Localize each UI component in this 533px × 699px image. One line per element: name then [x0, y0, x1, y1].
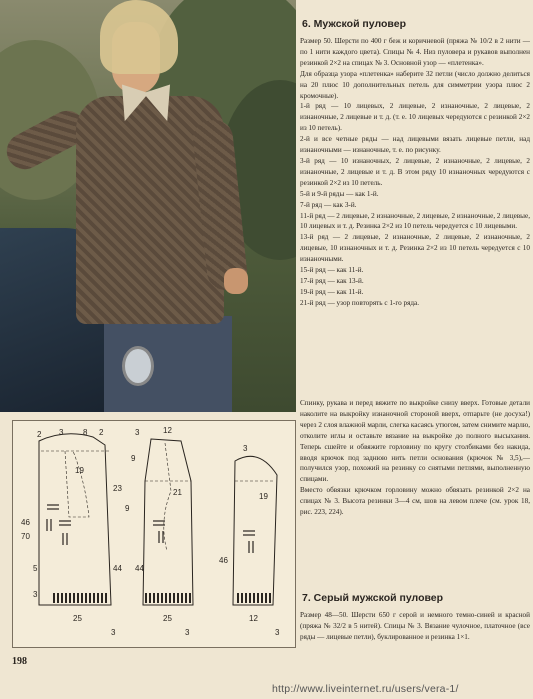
- front-rib-band: [145, 593, 191, 603]
- back-pattern-piece: [39, 434, 111, 605]
- section-7-title: 7. Серый мужской пуловер: [302, 592, 444, 604]
- row-item: 5-й и 9-й ряды — как 1-й.: [300, 189, 379, 198]
- dim-label: 2: [37, 430, 42, 439]
- section-7: [300, 592, 530, 643]
- section-6-alternative: Вместо обвязки крючком горловину можно обвязать резинкой 2×2 на спицах № 3. Высота резинки 3—4 см, шов на левом плече (см. урок 18, рис. 223, 224).: [300, 486, 530, 517]
- model-photo: [0, 0, 296, 412]
- row-item: 13-й ряд — 2 лицевые, 2 изнаночные, 2 лицевые, 2 изнаночные, 2 лицевые, 10 изнаночных и т. д. Резинка 2×2 из 10 петель чередуется с 10 изнаночными.: [300, 233, 530, 264]
- section-6: [300, 18, 530, 309]
- dim-label: 3: [275, 628, 280, 637]
- dim-label: 3: [111, 628, 116, 637]
- row-item: 19-й ряд — как 11-й.: [300, 287, 364, 296]
- dim-label: 23: [113, 484, 122, 493]
- section-6-assembly: Спинку, рукава и перед вяжите по выкройке снизу вверх. Готовые детали наколите на выкройку изнаночной стороной вверх, отпарьте (не досуха!) через 2 слоя влажной марли, слегка касаясь утюгом, затем снимите марлю, отколите иглы и оставьте вязание на выкройке до полного высыхания. Теперь сшейте и обвяжите горловину по кругу столбиками без накида, вводя крючок под заднюю нить петли основания (крючок № 3,5),— получился узор, похожий на резинку со снятыми петлями, выполненную спицами.: [300, 399, 530, 484]
- row-item: 2-й и все четные ряды — над лицевыми вязать лицевые петли, над изнаночными — изнаночные, т. е. по рисунку.: [300, 135, 530, 155]
- row-item: 21-й ряд — узор повторять с 1-го ряда.: [300, 298, 420, 307]
- row-list: [300, 101, 530, 308]
- dim-label: 3: [135, 428, 140, 437]
- motif-marks: [47, 505, 255, 553]
- rib-bands: [53, 593, 109, 603]
- section-6-sample: Для образца узора «плетенка» наберите 32 петли (число должно делиться на 20 плюс 10 дополнительных петель для симметрии узора плюс 2 кромочные).: [300, 69, 530, 100]
- dim-label: 44: [113, 564, 122, 573]
- dim-label: 9: [125, 504, 130, 513]
- dim-label: 19: [259, 492, 268, 501]
- dim-label: 9: [131, 454, 136, 463]
- sleeve-rib-band: [237, 593, 271, 603]
- dim-label: 3: [59, 428, 64, 437]
- row-item: 15-й ряд — как 11-й.: [300, 266, 364, 275]
- row-item: 7-й ряд — как 3-й.: [300, 200, 357, 209]
- car-mirror: [122, 346, 154, 386]
- dim-label: 12: [163, 426, 172, 435]
- hand: [224, 268, 248, 294]
- section-6-intro: Размер 50. Шерсти по 400 г беж и коричневой (пряжа № 10/2 в 2 нити — по 1 нити каждого цвета). Спицы № 4. Низ пуловера и рукавов выполнен резинкой 2×2 на спицах № 3. Основной узор — «плетенка».: [300, 37, 530, 67]
- dim-label: 5: [33, 564, 38, 573]
- section-7-intro: Размер 48—50. Шерсти 650 г серой и немного темно-синей и красной (пряжа № 32/2 в 5 нитей). Спицы № 3. Вязание чулочное, платочное (все ряды — лицевые петли), буклированное и резинка 1×1.: [300, 611, 530, 641]
- dim-label: 3: [243, 444, 248, 453]
- section-6-assembly-block: [300, 398, 530, 518]
- pattern-diagram: [12, 420, 296, 648]
- section-6-title: 6. Мужской пуловер: [302, 18, 406, 30]
- dim-label: 2: [99, 428, 104, 437]
- dim-label: 25: [163, 614, 172, 623]
- row-item: 17-й ряд — как 13-й.: [300, 276, 364, 285]
- dim-label: 3: [33, 590, 38, 599]
- pattern-svg: [13, 421, 295, 647]
- dim-label: 8: [83, 428, 88, 437]
- dim-label: 46: [219, 556, 228, 565]
- watermark-url: http://www.liveinternet.ru/users/vera-1/: [272, 683, 459, 695]
- front-pattern-piece: [143, 439, 193, 605]
- dim-label: 3: [185, 628, 190, 637]
- dim-label: 19: [75, 466, 84, 475]
- hair: [100, 0, 178, 74]
- dim-label: 70: [21, 532, 30, 541]
- row-item: 3-й ряд — 10 изнаночных, 2 лицевые, 2 изнаночные, 2 лицевые, 2 изнаночные, 2 лицевые и т. д. В этом ряду 10 изнаночных чередуются с резинкой 2×2 из 10 петель.: [300, 156, 530, 187]
- row-item: 1-й ряд — 10 лицевых, 2 лицевые, 2 изнаночные, 2 лицевые, 2 изнаночные, 2 лицевые и т. д. (т. е. 10 лицевых чередуются с резинкой 2×2 из 10 петель).: [300, 102, 530, 133]
- dim-label: 21: [173, 488, 182, 497]
- row-item: 11-й ряд — 2 лицевые, 2 изнаночные, 2 лицевые, 2 изнаночные, 2 лицевые, 10 лицевых и т. д. Резинка 2×2 из 10 петель чередуется с 10 лицевыми.: [300, 211, 530, 231]
- page-number-bottom: 198: [12, 656, 27, 667]
- dim-label: 25: [73, 614, 82, 623]
- dim-label: 46: [21, 518, 30, 527]
- dim-label: 12: [249, 614, 258, 623]
- dim-label: 44: [135, 564, 144, 573]
